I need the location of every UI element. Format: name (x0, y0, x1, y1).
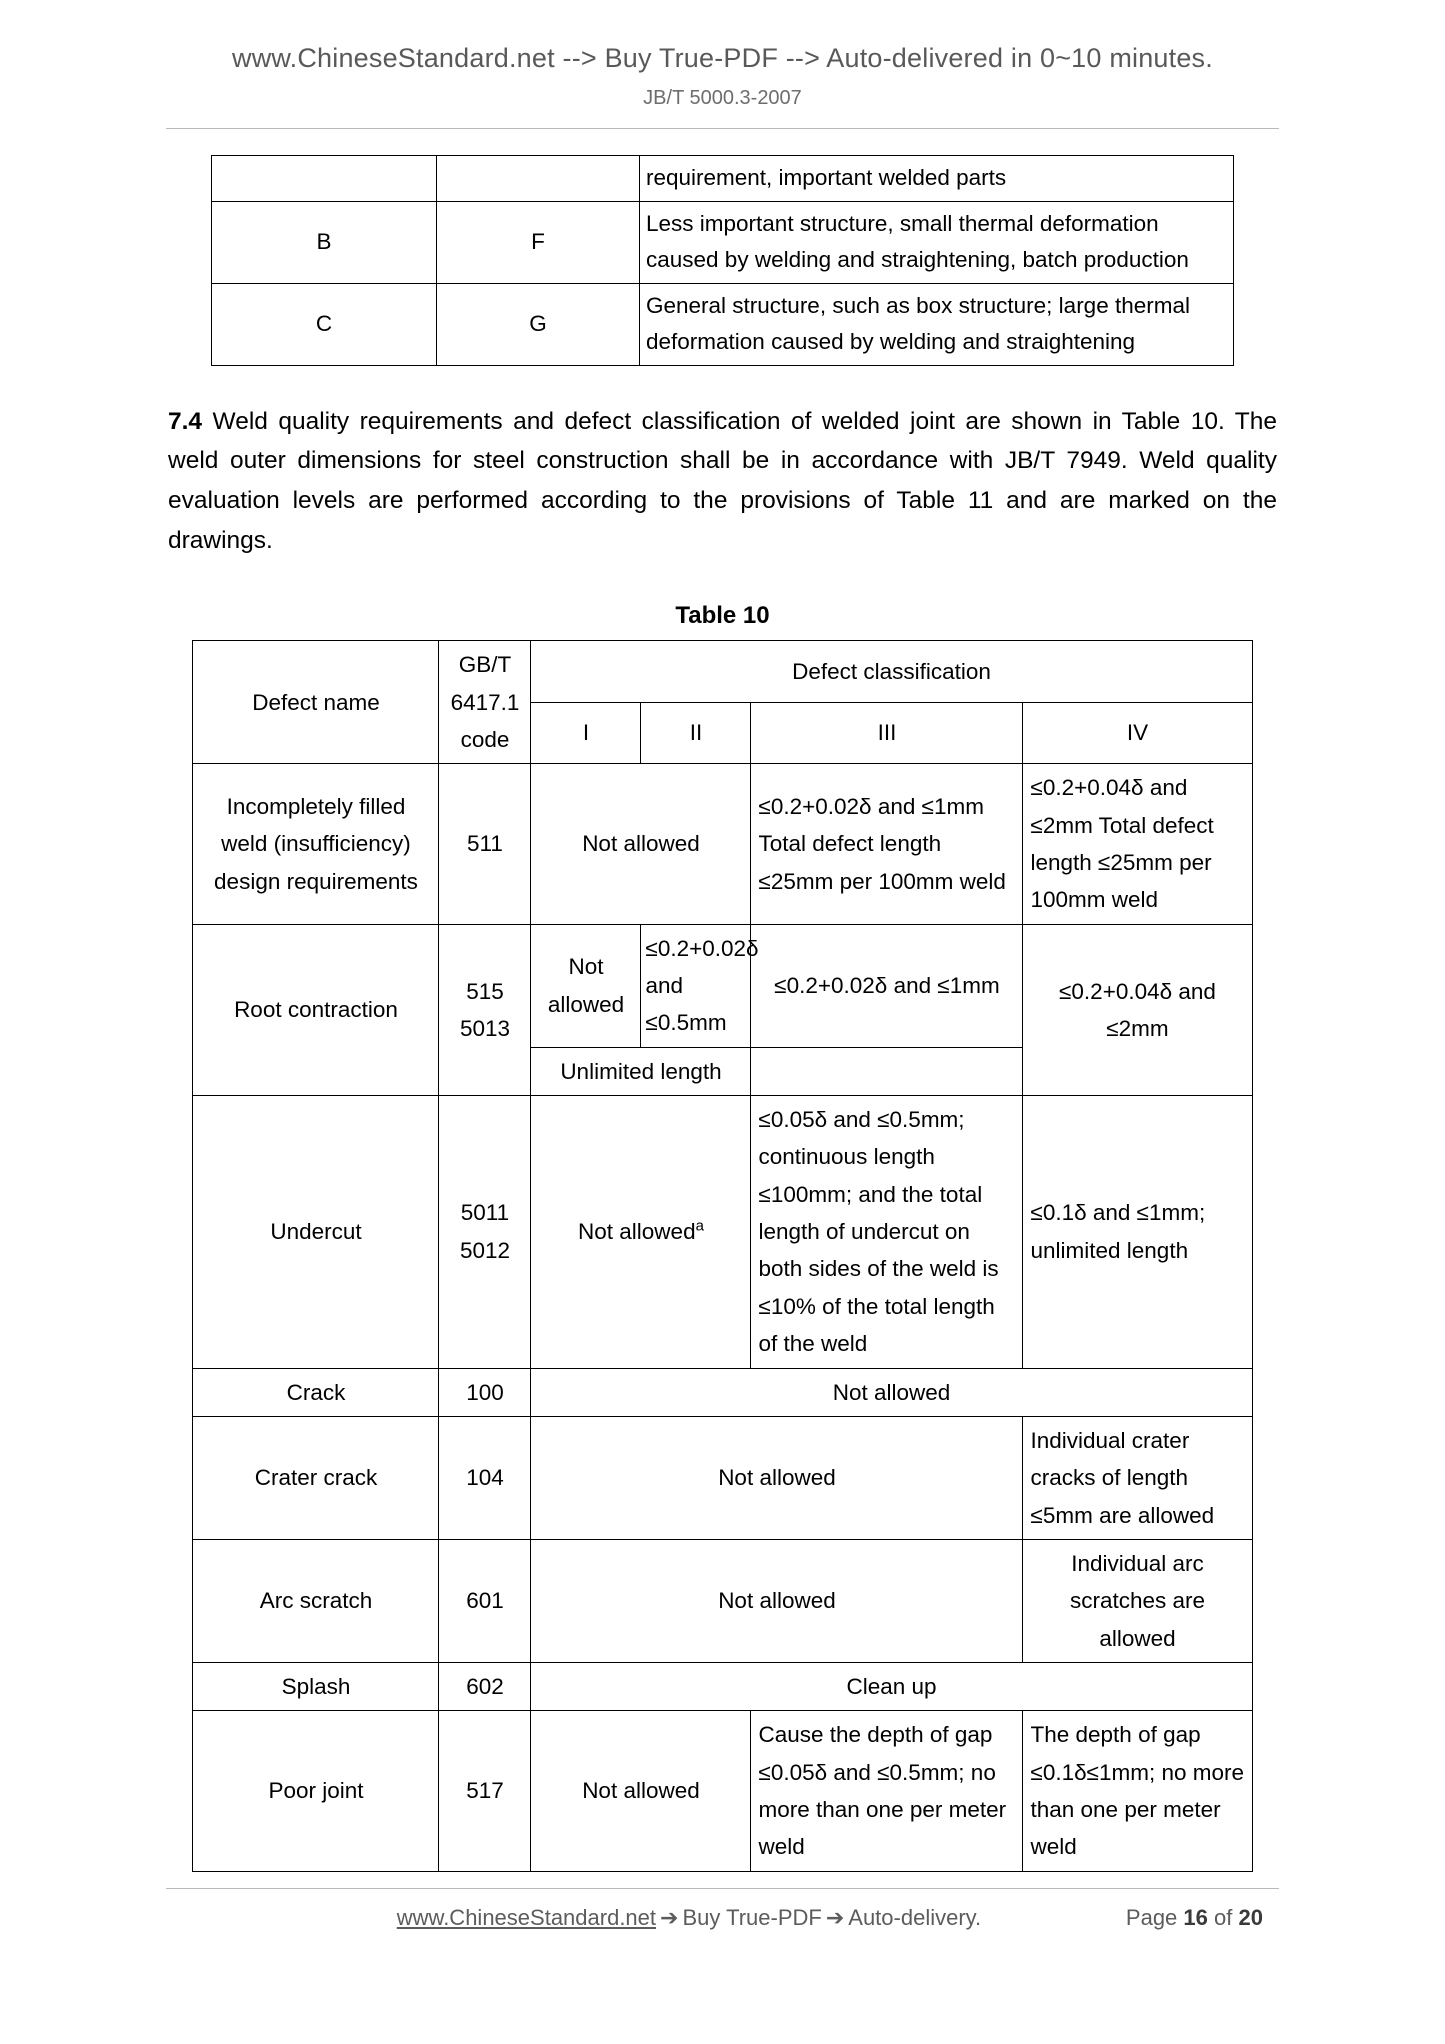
cell-description: General structure, such as box structure; large thermal deformation caused by welding and straightening (640, 283, 1234, 365)
table-10-caption: Table 10 (675, 602, 770, 630)
cell-level-1-2-3: Not allowed (531, 1416, 1023, 1539)
cell-level: B (212, 201, 437, 283)
clause-number: 7.4 (168, 407, 203, 435)
cell-code-line1: 515 (466, 978, 504, 1004)
footer-content (166, 1905, 1279, 1931)
footer-delivery-label: Auto-delivery. (848, 1904, 982, 1930)
header-gbt-line3: code (460, 727, 510, 753)
cell-level (212, 156, 437, 201)
total-pages: 20 (1238, 1904, 1263, 1930)
cell-code: 104 (439, 1416, 531, 1539)
cell-level-3: ≤0.2+0.02δ and ≤1mm (751, 924, 1023, 1047)
cell-code: 602 (439, 1662, 531, 1710)
cell-level-1-2: Not allowed (531, 1711, 751, 1871)
table-row (212, 283, 1234, 365)
table-row (193, 1096, 1252, 1368)
cell-all-levels: Not allowed (531, 1368, 1252, 1416)
table-row (193, 1416, 1252, 1539)
header-defect-classification: Defect classification (531, 641, 1252, 703)
cell-level-4: ≤0.2+0.04δ and ≤2mm (1023, 924, 1252, 1095)
table-row (193, 1662, 1252, 1710)
page-number: 16 (1183, 1904, 1208, 1930)
cell-level-4: The depth of gap ≤0.1δ≤1mm; no more than one per meter weld (1023, 1711, 1252, 1871)
cell-code-line2: 5012 (459, 1237, 511, 1263)
cell-defect-name: Incompletely filled weld (insufficiency) design requirements (193, 764, 439, 924)
cell-code (439, 1096, 531, 1368)
cell-level-4: ≤0.2+0.04δ and ≤2mm Total defect length ≤25mm per 100mm weld (1023, 764, 1252, 924)
page-content (166, 129, 1279, 1871)
table-row (193, 1368, 1252, 1416)
cell-defect-name: Crater crack (193, 1416, 439, 1539)
cell-level-1-2-3: Not allowed (531, 1539, 1023, 1662)
clause-text: Weld quality requirements and defect classification of welded joint are shown in Table 10. The weld outer dimensions for steel construction shall be in accordance with JB/T 7949. Weld quality evaluation levels are performed according to the provisions of Table 11 and are marked on the drawings. (168, 407, 1277, 554)
table-row (193, 1539, 1252, 1662)
cell-level-1: Not allowed (531, 924, 641, 1047)
header-gbt-line2: 6417.1 (450, 689, 520, 715)
page-indicator (1126, 1905, 1263, 1931)
table-row (212, 156, 1234, 201)
arrow-right-icon: ➔ (825, 1904, 845, 1930)
cell-code-line2: 5013 (459, 1015, 511, 1041)
cell-code: 100 (439, 1368, 531, 1416)
table-row (193, 924, 1252, 1047)
table-10 (192, 640, 1252, 1871)
cell-level-4: Individual crater cracks of length ≤5mm are allowed (1023, 1416, 1252, 1539)
cell-defect-name: Poor joint (193, 1711, 439, 1871)
cell-code: 601 (439, 1539, 531, 1662)
cell-level-3: Cause the depth of gap ≤0.05δ and ≤0.5mm; no more than one per meter weld (751, 1711, 1023, 1871)
cell-grade: F (437, 201, 640, 283)
page-label: Page (1125, 1904, 1178, 1930)
header-level-4: IV (1023, 702, 1252, 764)
header-level-3: III (751, 702, 1023, 764)
cell-code: 511 (439, 764, 531, 924)
clause-7-4-paragraph (166, 402, 1279, 561)
cell-defect-name: Root contraction (193, 924, 439, 1095)
cell-code (439, 924, 531, 1095)
cell-description: Less important structure, small thermal deformation caused by welding and straightening, batch production (640, 201, 1234, 283)
header-defect-name: Defect name (193, 641, 439, 764)
cell-level: C (212, 283, 437, 365)
cell-defect-name: Crack (193, 1368, 439, 1416)
cell-level-1-2: Not allowed (531, 764, 751, 924)
cell-defect-name: Splash (193, 1662, 439, 1710)
cell-unlimited-length: Unlimited length (531, 1047, 751, 1095)
cell-grade: G (437, 283, 640, 365)
table-row (212, 201, 1234, 283)
arrow-right-icon: ➔ (660, 1904, 679, 1930)
footer-divider (166, 1888, 1279, 1889)
header-gbt-line1: GB/T (458, 652, 512, 678)
footnote-marker-a: a (695, 1217, 704, 1235)
cell-level-3: ≤0.05δ and ≤0.5mm; continuous length ≤100mm; and the total length of undercut on both sides of the weld is ≤10% of the total length of the weld (751, 1096, 1023, 1368)
table-header-row (193, 641, 1252, 703)
cell-code-line1: 5011 (460, 1200, 510, 1226)
cell-level-4: Individual arc scratches are allowed (1023, 1539, 1252, 1662)
cell-code: 517 (439, 1711, 531, 1871)
cell-defect-name: Undercut (193, 1096, 439, 1368)
footer-buy-label: Buy True-PDF (682, 1904, 822, 1930)
cell-grade (437, 156, 640, 201)
cell-level-3: ≤0.2+0.02δ and ≤1mm Total defect length ≤25mm per 100mm weld (751, 764, 1023, 924)
cell-level-2: ≤0.2+0.02δ and ≤0.5mm (641, 924, 751, 1047)
of-label: of (1214, 1904, 1233, 1930)
header-level-1: I (531, 702, 641, 764)
header-gbt-code (439, 641, 531, 764)
cell-level-1-2-text: Not allowed (578, 1219, 696, 1245)
page-header (0, 0, 1445, 129)
page-footer (166, 1872, 1279, 1931)
header-level-2: II (641, 702, 751, 764)
cell-level-4: ≤0.1δ and ≤1mm; unlimited length (1023, 1096, 1252, 1368)
cell-description: requirement, important welded parts (640, 156, 1234, 201)
footer-promo (182, 1905, 1126, 1931)
cell-level-1-2 (531, 1096, 751, 1368)
table-row (193, 764, 1252, 924)
cell-all-levels: Clean up (531, 1662, 1252, 1710)
cell-defect-name: Arc scratch (193, 1539, 439, 1662)
continuation-table (211, 155, 1234, 365)
promo-banner: www.ChineseStandard.net --> Buy True-PDF --> Auto-delivered in 0~10 minutes. (232, 43, 1213, 73)
table-row (193, 1711, 1252, 1871)
footer-site-link[interactable]: www.ChineseStandard.net (396, 1904, 657, 1930)
standard-code: JB/T 5000.3-2007 (643, 87, 802, 110)
